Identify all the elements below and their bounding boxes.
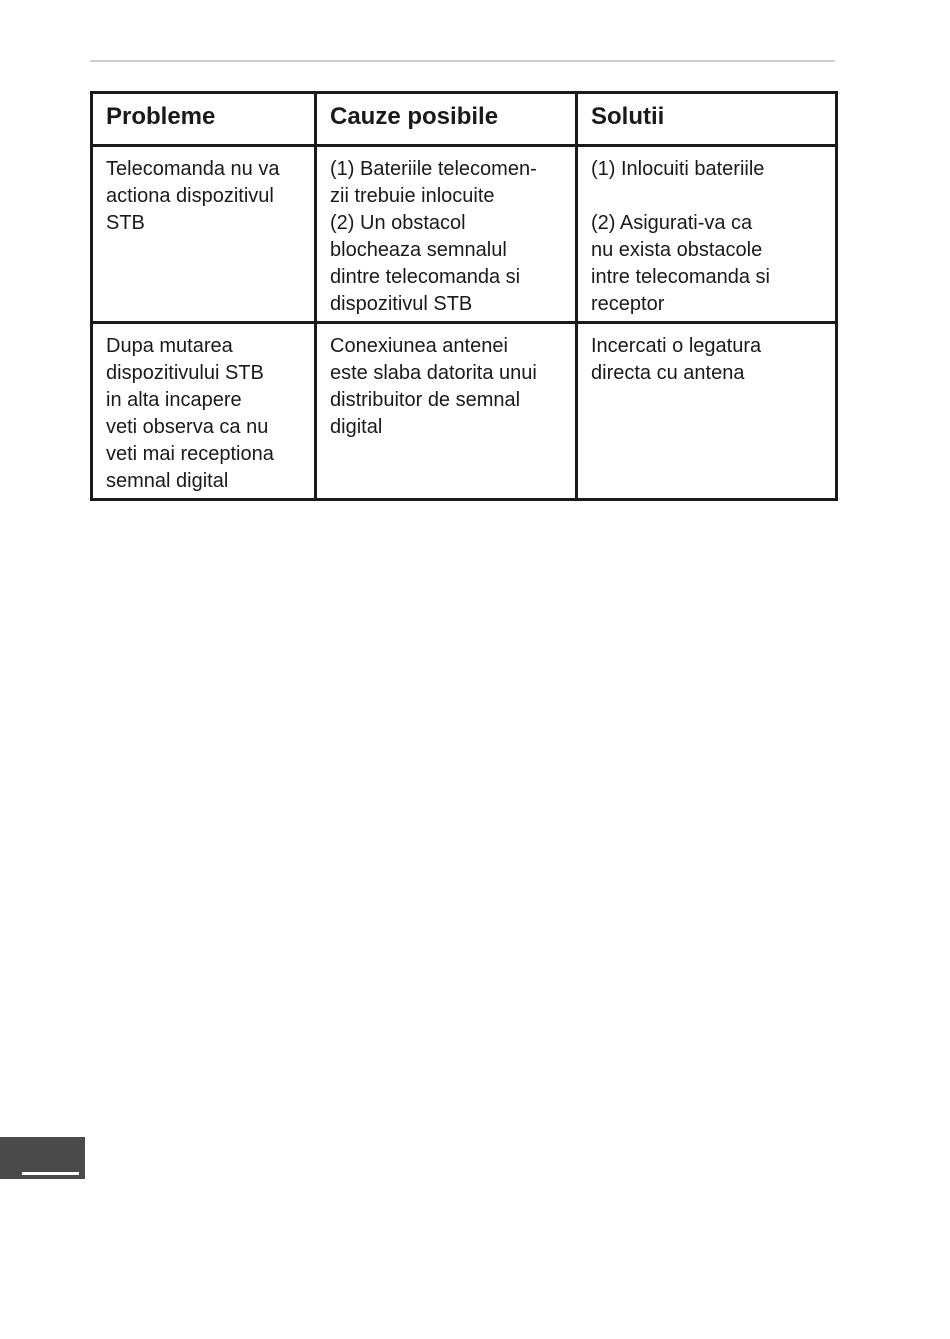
problem-cell: Dupa mutarea dispozitivului STB in alta incapere veti observa ca nu veti mai receptiona semnal digital [92,323,316,500]
cause-cell: Conexiunea antenei este slaba datorita unui distribuitor de semnal digital [316,323,577,500]
table-row [92,146,837,323]
page-side-tab [0,1137,85,1179]
header-solutii: Solutii [577,93,837,146]
side-tab-underline [22,1172,79,1175]
header-probleme: Probleme [92,93,316,146]
solution-cell: Incercati o legatura directa cu antena [577,323,837,500]
cause-cell: (1) Bateriile telecomen- zii trebuie inlocuite (2) Un obstacol blocheaza semnalul dintre telecomanda si dispozitivul STB [316,146,577,323]
table-header-row [92,93,837,146]
problem-cell: Telecomanda nu va actiona dispozitivul STB [92,146,316,323]
troubleshooting-table [90,91,838,501]
top-rule [90,60,835,62]
solution-cell: (1) Inlocuiti bateriile (2) Asigurati-va ca nu exista obstacole intre telecomanda si receptor [577,146,837,323]
header-cauze-posibile: Cauze posibile [316,93,577,146]
table-row [92,323,837,500]
